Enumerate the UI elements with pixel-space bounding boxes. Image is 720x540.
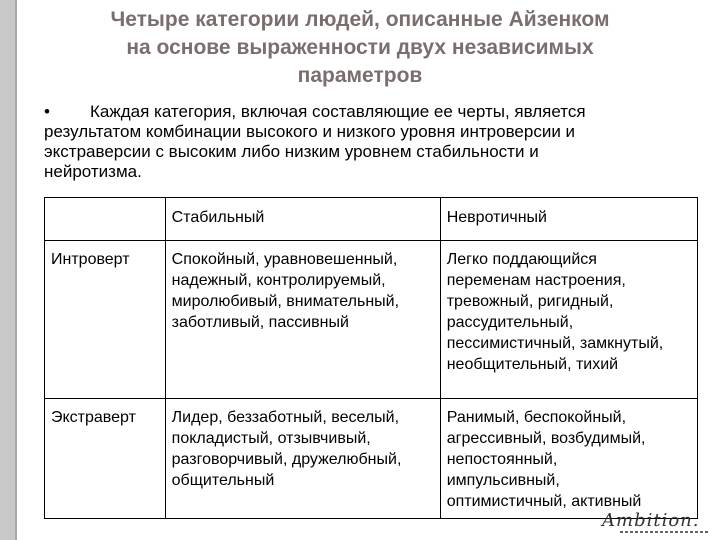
trait-line: Ранимый, беспокойный, bbox=[446, 409, 627, 427]
paragraph-line: экстраверсии с высоким либо низким уровнем стабильности и bbox=[44, 142, 539, 161]
stable-traits-cell bbox=[165, 399, 440, 519]
table-header-row bbox=[45, 198, 698, 241]
paragraph-text: Каждая категория, включая составляющие ее черты, является bbox=[90, 102, 586, 121]
trait-line: разговорчивый, дружелюбный, bbox=[171, 451, 402, 469]
trait-line: покладистый, отзывчивый, bbox=[171, 430, 371, 448]
row-label: Интроверт bbox=[45, 241, 166, 399]
title-line: параметров bbox=[297, 64, 423, 87]
page-title bbox=[40, 6, 680, 90]
neurotic-traits-cell bbox=[440, 399, 697, 519]
trait-line: общительный bbox=[171, 472, 275, 490]
watermark-logo: Ambition. bbox=[602, 510, 700, 531]
trait-line: рассудительный, bbox=[446, 314, 574, 331]
trait-line: импульсивный, bbox=[446, 472, 560, 490]
watermark-underline bbox=[620, 531, 710, 533]
intro-paragraph bbox=[44, 102, 684, 182]
paragraph-line: нейротизма. bbox=[44, 162, 142, 181]
title-line: на основе выраженности двух независимых bbox=[126, 36, 594, 59]
trait-line: Лидер, беззаботный, веселый, bbox=[171, 409, 400, 427]
table-row-introvert bbox=[45, 241, 698, 399]
trait-line: тревожный, ригидный, bbox=[446, 293, 614, 310]
title-line: Четыре категории людей, описанные Айзенком bbox=[110, 8, 610, 31]
trait-line: пессимистичный, замкнутый, bbox=[446, 335, 664, 352]
trait-line: миролюбивый, внимательный, bbox=[171, 293, 400, 310]
trait-line: оптимистичный, активный bbox=[446, 493, 642, 511]
paragraph-line bbox=[44, 102, 684, 122]
header-cell-neurotic: Невротичный bbox=[440, 198, 697, 241]
bullet-marker: • bbox=[44, 102, 50, 121]
trait-line: Спокойный, уравновешенный, bbox=[171, 251, 398, 268]
trait-line: заботливый, пассивный bbox=[171, 314, 349, 331]
stable-traits-cell bbox=[165, 241, 440, 399]
left-decorative-line bbox=[15, 0, 17, 540]
trait-line: непостоянный, bbox=[446, 451, 558, 469]
header-cell-stable: Стабильный bbox=[165, 198, 440, 241]
trait-line: агрессивный, возбудимый, bbox=[446, 430, 646, 448]
categories-table bbox=[44, 197, 698, 519]
neurotic-traits-cell bbox=[440, 241, 697, 399]
trait-line: Легко поддающийся bbox=[446, 251, 597, 268]
trait-line: необщительный, тихий bbox=[446, 356, 619, 373]
paragraph-line: результатом комбинации высокого и низкого уровня интроверсии и bbox=[44, 122, 576, 141]
trait-line: переменам настроения, bbox=[446, 272, 626, 289]
table-row-extravert bbox=[45, 399, 698, 519]
trait-line: надежный, контролируемый, bbox=[171, 272, 386, 289]
header-cell-empty bbox=[45, 198, 166, 241]
left-decorative-bar bbox=[0, 0, 15, 540]
row-label: Экстраверт bbox=[45, 399, 166, 519]
